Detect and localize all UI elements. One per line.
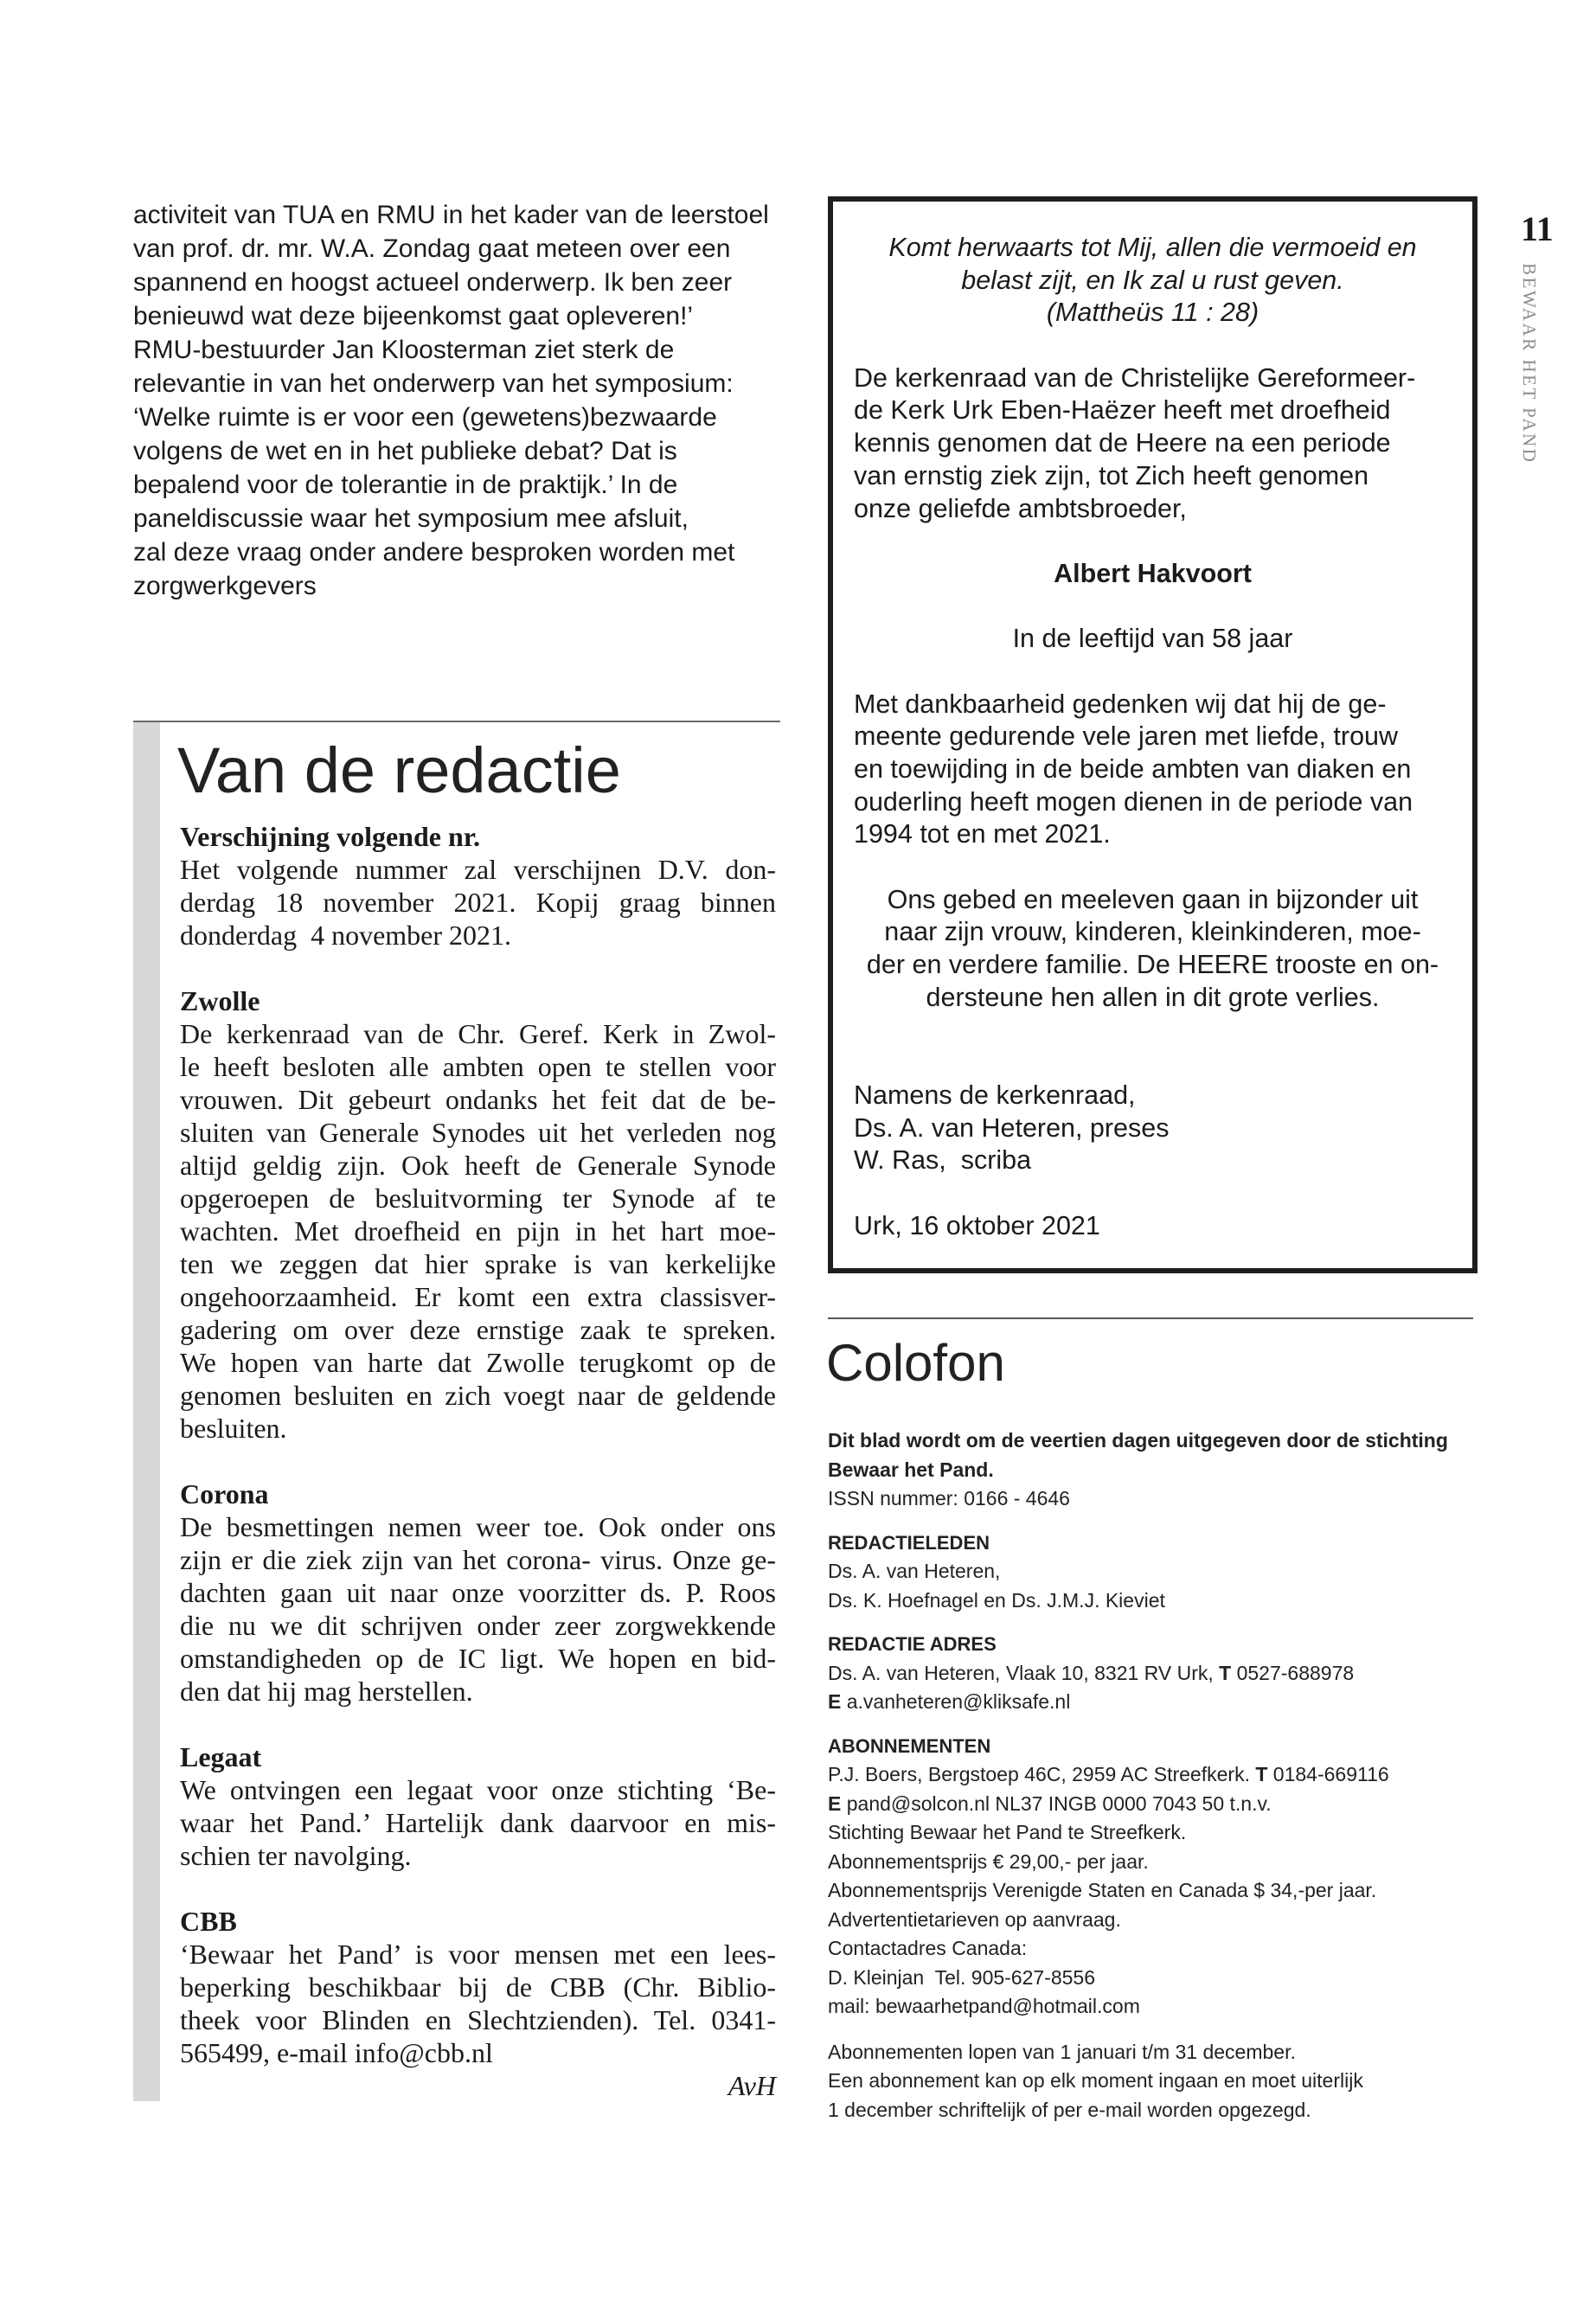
body-line: We ontvingen een legaat voor onze stichting ‘Be- bbox=[180, 1774, 776, 1805]
colofon-line: Ds. A. van Heteren, bbox=[828, 1560, 1001, 1582]
text-line: kennis genomen dat de Heere na een periode bbox=[854, 428, 1391, 458]
redactie-body bbox=[180, 820, 776, 2102]
article-line: volgens de wet en in het publieke debat? Dat is bbox=[133, 437, 677, 465]
colofon-line bbox=[828, 1659, 1494, 1689]
body-line: le heeft besloten alle ambten open te stellen voor bbox=[180, 1051, 776, 1082]
body-line: genomen besluiten en zich voegt naar de geldende bbox=[180, 1380, 776, 1411]
article-line: zorgwerkgevers bbox=[133, 572, 317, 600]
body-line: We hopen van harte dat Zwolle terugkomt op de bbox=[180, 1347, 776, 1378]
article-line: benieuwd wat deze bijeenkomst gaat opleveren!’ bbox=[133, 302, 694, 330]
colofon-line: Contactadres Canada: bbox=[828, 1937, 1028, 1959]
colofon-line: Ds. K. Hoefnagel en Ds. J.M.J. Kieviet bbox=[828, 1588, 1165, 1612]
redactie-side-bar bbox=[133, 722, 160, 2101]
colofon-line bbox=[828, 1760, 1494, 1790]
article-line: paneldiscussie waar het symposium mee afsluit, bbox=[133, 504, 689, 533]
signatories bbox=[854, 1080, 1452, 1177]
bold-label: E bbox=[828, 1791, 842, 1815]
body-line: opgeroepen de besluitvorming ter Synode af te bbox=[180, 1183, 776, 1214]
colofon-line: Abonnementsprijs € 29,00,- per jaar. bbox=[828, 1849, 1149, 1873]
remembrance-text bbox=[854, 689, 1452, 851]
section-heading: Corona bbox=[180, 1478, 269, 1509]
article-line: spannend en hoogst actueel onderwerp. Ik ben zeer bbox=[133, 268, 733, 297]
article-line: activiteit van TUA en RMU in het kader van de leerstoel bbox=[133, 201, 769, 229]
text-segment: a.vanheteren@kliksafe.nl bbox=[841, 1690, 1071, 1713]
colofon-line bbox=[828, 1456, 1494, 1485]
colofon-footer bbox=[828, 2038, 1494, 2125]
body-line: theek voor Blinden en Slechtzienden). Tel. 0341- bbox=[180, 2004, 776, 2035]
body-line: den dat hij mag herstellen. bbox=[180, 1676, 473, 1707]
body-line: ten we zeggen dat hier sprake is van kerkelijke bbox=[180, 1248, 776, 1279]
article-line: RMU-bestuurder Jan Kloosterman ziet sterk de bbox=[133, 336, 675, 364]
body-line: ‘Bewaar het Pand’ is voor mensen met een lees- bbox=[180, 1939, 776, 1970]
place-date: Urk, 16 oktober 2021 bbox=[854, 1210, 1100, 1240]
colofon-line: D. Kleinjan Tel. 905-627-8556 bbox=[828, 1965, 1096, 1989]
condolence-text bbox=[854, 884, 1452, 1015]
colofon-section bbox=[828, 1732, 1494, 2022]
colofon-line: mail: bewaarhetpand@hotmail.com bbox=[828, 1995, 1140, 2017]
colofon-line bbox=[828, 1790, 1494, 1819]
colofon-top-rule bbox=[828, 1317, 1473, 1319]
body-line: vrouwen. Dit gebeurt ondanks het feit dat de be- bbox=[180, 1084, 776, 1115]
bible-quote bbox=[854, 232, 1452, 330]
body-line: Het volgende nummer zal verschijnen D.V. don- bbox=[180, 854, 776, 885]
page-number: 11 bbox=[1521, 209, 1554, 248]
body-line: derdag 18 november 2021. Kopij graag binnen bbox=[180, 887, 776, 918]
body-line: altijd geldig zijn. Ook heeft de Generale Synode bbox=[180, 1150, 776, 1181]
redactie-section bbox=[180, 1905, 776, 2069]
colofon-line: Stichting Bewaar het Pand te Streefkerk. bbox=[828, 1821, 1187, 1843]
text-line: onze geliefde ambtsbroeder, bbox=[854, 493, 1187, 523]
text-segment: 0184-669116 bbox=[1267, 1763, 1389, 1785]
bold-label: Dit blad wordt om de veertien dagen uitgegeven door de stichting bbox=[828, 1429, 1448, 1452]
body-line: beperking beschikbaar bij de CBB (Chr. Biblio- bbox=[180, 1971, 776, 2003]
text-segment: Ds. A. van Heteren, Vlaak 10, 8321 RV Urk, bbox=[828, 1661, 1220, 1684]
body-line: zijn er die ziek zijn van het corona- virus. Onze ge- bbox=[180, 1544, 776, 1575]
colofon-line: 1 december schriftelijk of per e-mail worden opgezegd. bbox=[828, 2098, 1311, 2121]
body-line: waar het Pand.’ Hartelijk dank daarvoor en mis- bbox=[180, 1807, 776, 1838]
colofon-line bbox=[828, 1426, 1494, 1456]
text-line: Ons gebed en meeleven gaan in bijzonder uit bbox=[887, 884, 1419, 914]
colofon-line bbox=[828, 1688, 1494, 1717]
colofon-heading: REDACTIELEDEN bbox=[828, 1531, 990, 1554]
article-line: relevantie in van het onderwerp van het symposium: bbox=[133, 369, 734, 398]
redactie-top-rule bbox=[133, 721, 780, 722]
colofon-title: Colofon bbox=[826, 1334, 1005, 1392]
text-line: Met dankbaarheid gedenken wij dat hij de ge- bbox=[854, 689, 1387, 719]
colofon-body bbox=[828, 1426, 1494, 2125]
text-line: en toewijding in de beide ambten van diaken en bbox=[854, 754, 1412, 784]
section-heading: CBB bbox=[180, 1906, 237, 1937]
text-line: meente gedurende vele jaren met liefde, trouw bbox=[854, 721, 1399, 752]
text-segment: pand@solcon.nl NL37 INGB 0000 7043 50 t.n.v. bbox=[841, 1791, 1272, 1815]
article-line: ‘Welke ruimte is er voor een (gewetens)bezwaarde bbox=[133, 403, 717, 432]
colofon-line: Abonnementen lopen van 1 januari t/m 31 december. bbox=[828, 2040, 1296, 2063]
text-line: 1994 tot en met 2021. bbox=[854, 819, 1111, 849]
body-line: 565499, e-mail info@cbb.nl bbox=[180, 2037, 493, 2068]
colofon-section bbox=[828, 1529, 1494, 1616]
running-title: BEWAAR HET PAND bbox=[1519, 263, 1540, 465]
body-line: besluiten. bbox=[180, 1413, 287, 1444]
text-line: der en verdere familie. De HEERE trooste en on- bbox=[866, 950, 1439, 980]
signatory-line: Ds. A. van Heteren, preses bbox=[854, 1112, 1170, 1143]
redactie-section bbox=[180, 1477, 776, 1708]
signatory-line: Namens de kerkenraad, bbox=[854, 1080, 1136, 1110]
body-line: De kerkenraad van de Chr. Geref. Kerk in Zwol- bbox=[180, 1018, 776, 1049]
body-line: dachten gaan uit naar onze voorzitter ds. P. Roos bbox=[180, 1577, 776, 1608]
bold-label: T bbox=[1255, 1763, 1268, 1785]
article-line: bepalend voor de tolerantie in de praktijk.’ In de bbox=[133, 471, 678, 499]
text-line: naar zijn vrouw, kinderen, kleinkinderen, moe- bbox=[884, 917, 1421, 947]
redactie-title: Van de redactie bbox=[177, 734, 621, 806]
text-segment: 0527-688978 bbox=[1231, 1661, 1355, 1684]
author-initials: AvH bbox=[727, 2070, 776, 2101]
body-line: De besmettingen nemen weer toe. Ook onder ons bbox=[180, 1511, 776, 1542]
text-line: de Kerk Urk Eben-Haëzer heeft met droefheid bbox=[854, 395, 1391, 426]
body-line: donderdag 4 november 2021. bbox=[180, 920, 512, 951]
colofon-line: Een abonnement kan op elk moment ingaan en moet uiterlijk bbox=[828, 2069, 1363, 2092]
text-line: dersteune hen allen in dit grote verlies. bbox=[926, 982, 1380, 1012]
colofon-line: ISSN nummer: 0166 - 4646 bbox=[828, 1487, 1070, 1509]
colofon-line: Abonnementsprijs Verenigde Staten en Canada $ 34,-per jaar. bbox=[828, 1879, 1377, 1901]
text-line: ouderling heeft mogen dienen in de periode van bbox=[854, 786, 1413, 817]
colofon-section bbox=[828, 1630, 1494, 1717]
colofon-heading: REDACTIE ADRES bbox=[828, 1633, 997, 1655]
text-line: van ernstig ziek zijn, tot Zich heeft genomen bbox=[854, 460, 1369, 490]
signatory-line: W. Ras, scriba bbox=[854, 1145, 1032, 1176]
redactie-section bbox=[180, 984, 776, 1445]
section-heading: Verschijning volgende nr. bbox=[180, 821, 481, 852]
colofon-intro bbox=[828, 1426, 1494, 1514]
body-line: ongehoorzaamheid. Er komt een extra classisver- bbox=[180, 1281, 776, 1312]
bold-label: Bewaar het Pand. bbox=[828, 1458, 994, 1481]
bold-label: E bbox=[828, 1690, 842, 1713]
bold-label: T bbox=[1219, 1661, 1232, 1684]
redactie-section bbox=[180, 1740, 776, 1872]
text-line: De kerkenraad van de Christelijke Gereformeer- bbox=[854, 362, 1416, 393]
redactie-section bbox=[180, 820, 776, 952]
body-line: gadering om over deze ernstige zaak te spreken. bbox=[180, 1314, 776, 1345]
section-heading: Legaat bbox=[180, 1741, 262, 1772]
article-line: zal deze vraag onder andere besproken worden met bbox=[133, 538, 735, 567]
quote-line: belast zijt, en Ik zal u rust geven. bbox=[961, 265, 1344, 295]
announcement-text bbox=[854, 362, 1452, 525]
text-segment: P.J. Boers, Bergstoep 46C, 2959 AC Streefkerk. bbox=[828, 1763, 1256, 1785]
deceased-name: Albert Hakvoort bbox=[1054, 558, 1252, 588]
body-line: schien ter navolging. bbox=[180, 1840, 412, 1871]
body-line: die nu we dit schrijven onder zeer zorgwekkende bbox=[180, 1610, 776, 1641]
article-line: van prof. dr. mr. W.A. Zondag gaat meteen over een bbox=[133, 234, 731, 263]
body-line: wachten. Met droefheid en pijn in het hart moe- bbox=[180, 1215, 776, 1247]
body-line: omstandigheden op de IC ligt. We hopen en bid- bbox=[180, 1643, 776, 1674]
article-continuation bbox=[133, 198, 791, 603]
age-line: In de leeftijd van 58 jaar bbox=[1012, 624, 1293, 654]
quote-line: (Mattheüs 11 : 28) bbox=[1046, 298, 1259, 328]
colofon-heading: ABONNEMENTEN bbox=[828, 1734, 991, 1757]
quote-line: Komt herwaarts tot Mij, allen die vermoeid en bbox=[888, 233, 1417, 262]
body-line: sluiten van Generale Synodes uit het verleden nog bbox=[180, 1117, 776, 1148]
obituary-box bbox=[828, 196, 1477, 1273]
colofon-line: Advertentietarieven op aanvraag. bbox=[828, 1907, 1121, 1931]
section-heading: Zwolle bbox=[180, 985, 260, 1016]
